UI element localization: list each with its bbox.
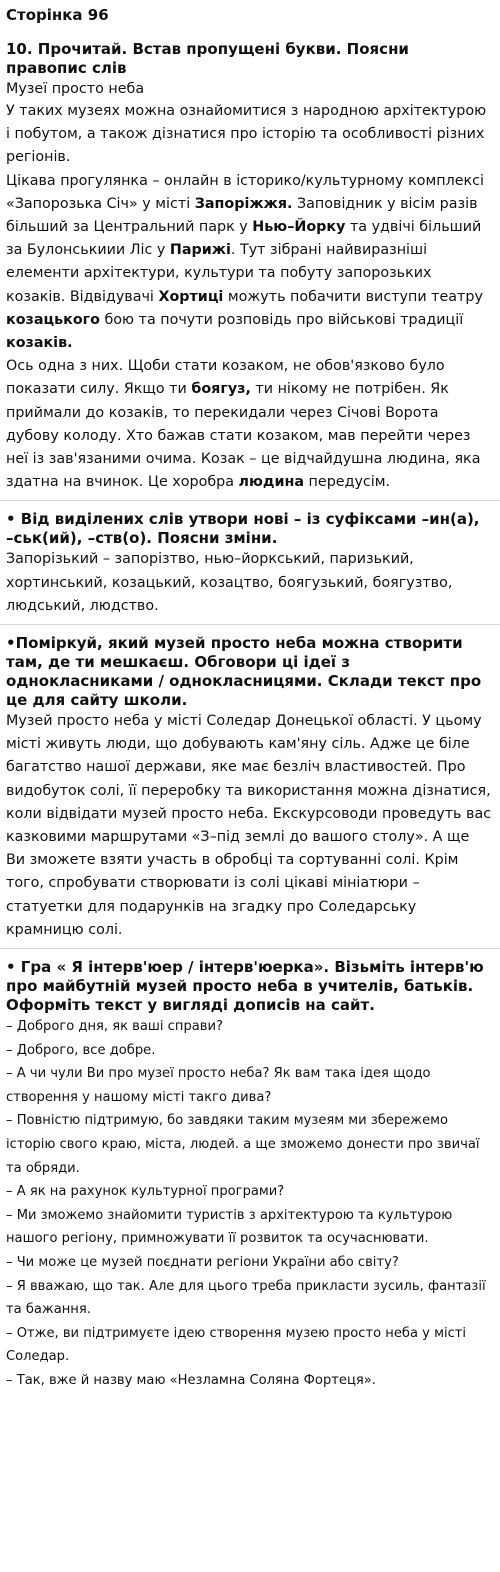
exercise-heading: 10. Прочитай. Встав пропущені букви. Поясни правопис слів bbox=[6, 40, 409, 77]
highlighted-word: боягуз, bbox=[191, 381, 251, 398]
text-span: Ось одна з них. Щоби стати козаком, не обов'язково було показати силу. Якщо ти bbox=[6, 358, 445, 398]
dialog-line: – Повністю підтримую, бо завдяки таким музеям ми збережемо історію свого краю, міста, людей. а ще зможемо донести про звичаї та обряди. bbox=[6, 1113, 480, 1176]
separator bbox=[0, 500, 500, 501]
text-span: бою та почути розповідь про військові традиції bbox=[99, 311, 464, 328]
highlighted-word: Хортиці bbox=[158, 288, 224, 305]
highlighted-word: козацького bbox=[6, 311, 100, 328]
highlighted-word: Нью–Йорку bbox=[252, 219, 346, 236]
paragraph-zaporizka-sich bbox=[6, 170, 492, 356]
dialog-line: – Доброго, все добре. bbox=[6, 1042, 156, 1058]
dialog-line: – Доброго дня, як ваші справи? bbox=[6, 1019, 223, 1035]
exercise-section bbox=[6, 40, 492, 494]
task-interview bbox=[6, 958, 492, 1393]
dialog-line: – Ми зможемо знайомити туристів з архітектурою та культурою нашого регіону, примножувати її розвиток та осучаснювати. bbox=[6, 1207, 453, 1247]
highlighted-word: Запоріжжя. bbox=[194, 195, 293, 212]
text-span: Цікава прогулянка – онлайн в історико/культурному комплексі «Запорозька Січ» у місті bbox=[6, 172, 485, 212]
dialog-line: – Я вважаю, що так. Але для цього треба прикласти зусиль, фантазії та бажання. bbox=[6, 1278, 486, 1318]
text-title: Музеї просто неба bbox=[6, 81, 145, 97]
interview-dialog bbox=[6, 1015, 492, 1393]
task-suffixes-answer: Запорізький – запорізтво, нью–йоркський, паризький, хортинський, козацький, козацтво, боягузький, боягузтво, людський, людство. bbox=[6, 551, 453, 614]
text-span: передусім. bbox=[304, 474, 391, 491]
dialog-line: – А як на рахунок культурної програми? bbox=[6, 1184, 285, 1200]
dialog-line: – Так, вже й назву маю «Незламна Соляна Фортеця». bbox=[6, 1373, 376, 1388]
separator bbox=[0, 624, 500, 625]
text-span: та удвічі більший за Булонськиии Ліс у bbox=[6, 219, 482, 259]
task-museum-idea-heading: •Поміркуй, який музей просто неба можна створити там, де ти мешкаєш. Обговори ці ідеї з однокласниками / однокласницями. Склади текст про це для сайту школи. bbox=[6, 634, 482, 710]
dialog-line: – А чи чули Ви про музеї просто неба? Як вам така ідея щодо створення у нашому місті такго дива? bbox=[6, 1066, 431, 1105]
separator bbox=[0, 948, 500, 949]
task-museum-idea-answer: Музей просто неба у місті Соледар Донецької області. У цьому місті живуть люди, що добувають кам'яну сіль. Адже це біле багатство нашої держави, яке має безліч властивостей. Про видобуток солі, її переробку та використання можна дізнатися, коли відвідати музей просто неба. Екскурсоводи проведуть вас казковими маршрутами «З–під землі до вашого столу». А ще Ви зможете взяти участь в обробці та сортуванні солі. Крім того, спробувати створювати із солі цікаві мініатюри – статуетки для подарунків на згадку про Соледарську крамницю солі. bbox=[6, 713, 492, 938]
text-span: можуть побачити виступи театру bbox=[223, 288, 483, 305]
dialog-line: – Отже, ви підтримуєте ідею створення музею просто неба у місті Соледар. bbox=[6, 1325, 467, 1365]
paragraph-intro: У таких музеях можна ознайомитися з народною архітектурою і побутом, а також дізнатися про історію та особливості різних регіонів. bbox=[6, 103, 487, 166]
text-span: ти нікому не потрібен. Як приймали до козаків, то перекидали через Січові Ворота дубову колоду. Хто бажав стати козаком, мав перейти через неї із зав'язаними очима. Козак – це відчайдушна людина, яка здатна на вчинок. Це хоробра bbox=[6, 381, 481, 491]
highlighted-word: людина bbox=[238, 474, 305, 491]
page-number: Сторінка 96 bbox=[6, 6, 109, 24]
highlighted-word: Парижі bbox=[169, 242, 231, 259]
dialog-line: – Чи може це музей поєднати регіони України або світу? bbox=[6, 1255, 399, 1271]
task-museum-idea bbox=[6, 634, 492, 942]
paragraph-tradition bbox=[6, 355, 492, 494]
task-suffixes bbox=[6, 510, 492, 618]
task-interview-heading: • Гра « Я інтерв'юер / інтерв'юерка». Візьміть інтерв'ю про майбутній музей просто неба в учителів, батьків. Оформіть текст у вигляді дописів на сайт. bbox=[6, 958, 484, 1015]
task-suffixes-heading: • Від виділених слів утвори нові – із суфіксами –ин(а), –ськ(ий), –ств(о). Поясни зміни. bbox=[6, 510, 480, 548]
text-span: Заповідник у вісім разів більший за Центральний парк у bbox=[6, 195, 478, 236]
highlighted-word: козаків. bbox=[6, 335, 73, 352]
text-span: . Тут зібрані найвиразніші елементи архітектури, культури та побуту запорозьких козаків. Відвідувачі bbox=[6, 242, 432, 305]
